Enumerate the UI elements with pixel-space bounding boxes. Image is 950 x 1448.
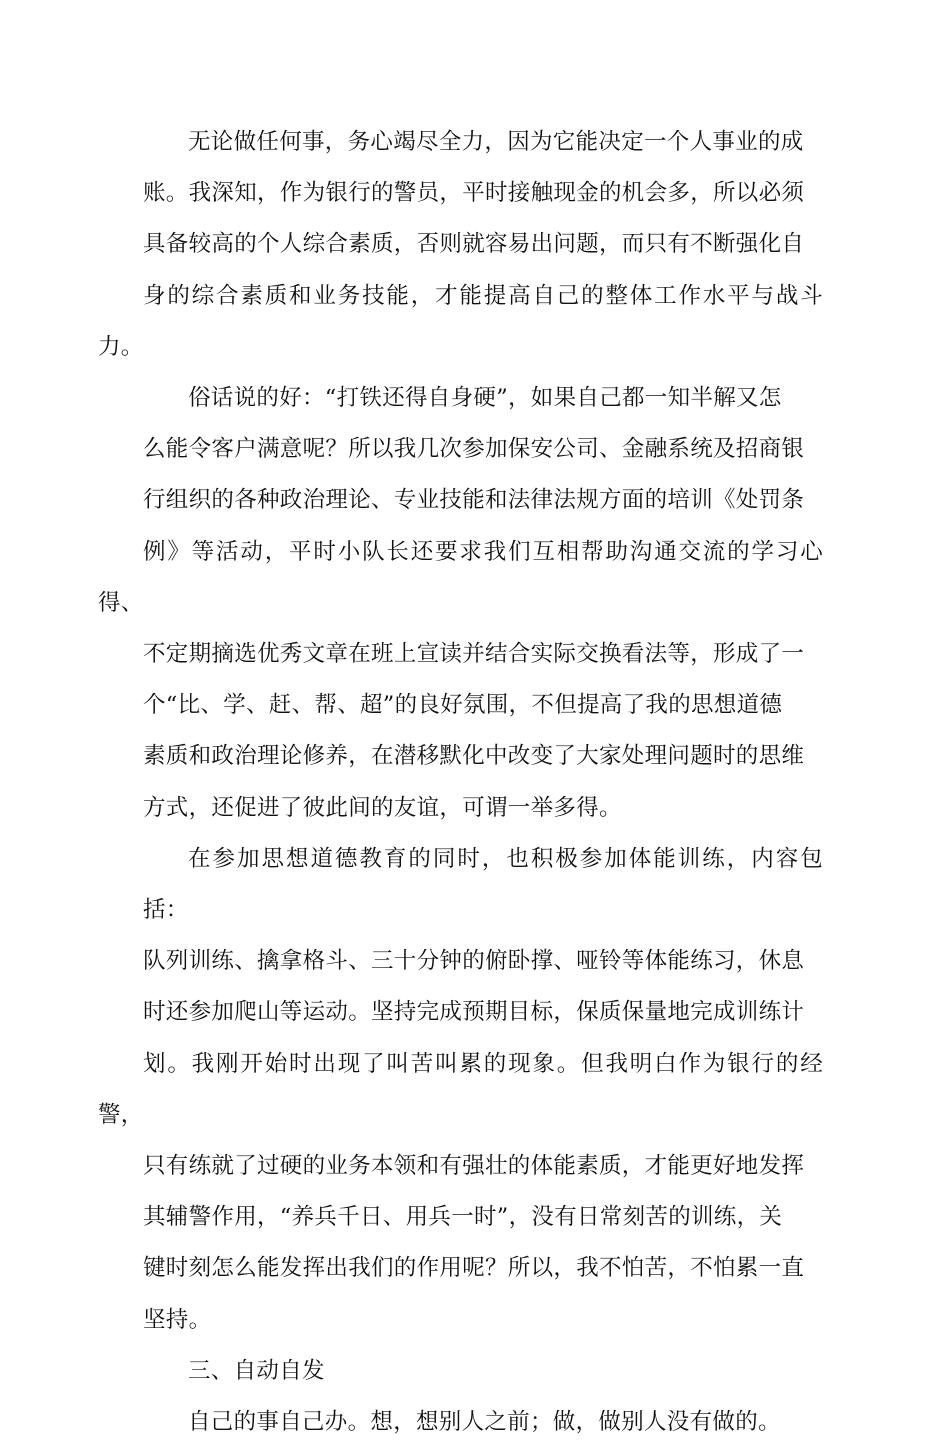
paragraph-line: 么能令客户满意呢？所以我几次参加保安公司、金融系统及招商银 — [143, 436, 805, 463]
paragraph-line: 个“比、学、赶、帮、超”的良好氛围，不但提高了我的思想道德 — [143, 692, 783, 719]
closing-paragraph: 自己的事自己办。想，想别人之前；做，做别人没有做的。 — [188, 1409, 781, 1436]
paragraph-line: 方式，还促进了彼此间的友谊，可谓一举多得。 — [143, 794, 622, 821]
paragraph-line: 不定期摘选优秀文章在班上宣读并结合实际交换看法等，形成了一 — [143, 641, 805, 668]
section-heading: 三、自动自发 — [188, 1357, 325, 1384]
paragraph-line: 无论做任何事，务心竭尽全力，因为它能决定一个人事业的成 — [188, 129, 804, 155]
document-body — [98, 117, 823, 1448]
paragraph-line: 在参加思想道德教育的同时，也积极参加体能训练，内容包括： — [143, 845, 823, 924]
paragraph-line: 坚持。 — [143, 1306, 212, 1333]
paragraph-2 — [98, 373, 823, 834]
paragraph-line: 素质和政治理论修养，在潜移默化中改变了大家处理问题时的思维 — [143, 743, 805, 770]
paragraph-line: 时还参加爬山等运动。坚持完成预期目标，保质保量地完成训练计 — [143, 999, 805, 1026]
paragraph-1 — [98, 117, 823, 373]
paragraph-line: 例》等活动，平时小队长还要求我们互相帮助沟通交流的学习心得、 — [98, 538, 823, 616]
paragraph-line: 行组织的各种政治理论、专业技能和法律法规方面的培训《处罚条 — [143, 487, 805, 514]
paragraph-line: 其辅警作用，“养兵千日、用兵一时”，没有日常刻苦的训练，关 — [143, 1204, 783, 1231]
paragraph-line: 账。我深知，作为银行的警员，平时接触现金的机会多，所以必须 — [143, 180, 805, 207]
paragraph-line: 队列训练、擒拿格斗、三十分钟的俯卧撑、哑铃等体能练习，休息 — [143, 948, 805, 975]
paragraph-line: 具备较高的个人综合素质，否则就容易出问题，而只有不断强化自 — [143, 231, 805, 258]
paragraph-line: 俗话说的好：“打铁还得自身硬”，如果自己都一知半解又怎 — [188, 385, 782, 412]
paragraph-line: 键时刻怎么能发挥出我们的作用呢？所以，我不怕苦，不怕累一直 — [143, 1255, 805, 1282]
paragraph-line: 身的综合素质和业务技能，才能提高自己的整体工作水平与战斗力。 — [98, 282, 823, 360]
paragraph-line: 划。我刚开始时出现了叫苦叫累的现象。但我明白作为银行的经警， — [98, 1050, 823, 1128]
paragraph-3 — [98, 834, 823, 1346]
paragraph-line: 只有练就了过硬的业务本领和有强壮的体能素质，才能更好地发挥 — [143, 1153, 805, 1180]
